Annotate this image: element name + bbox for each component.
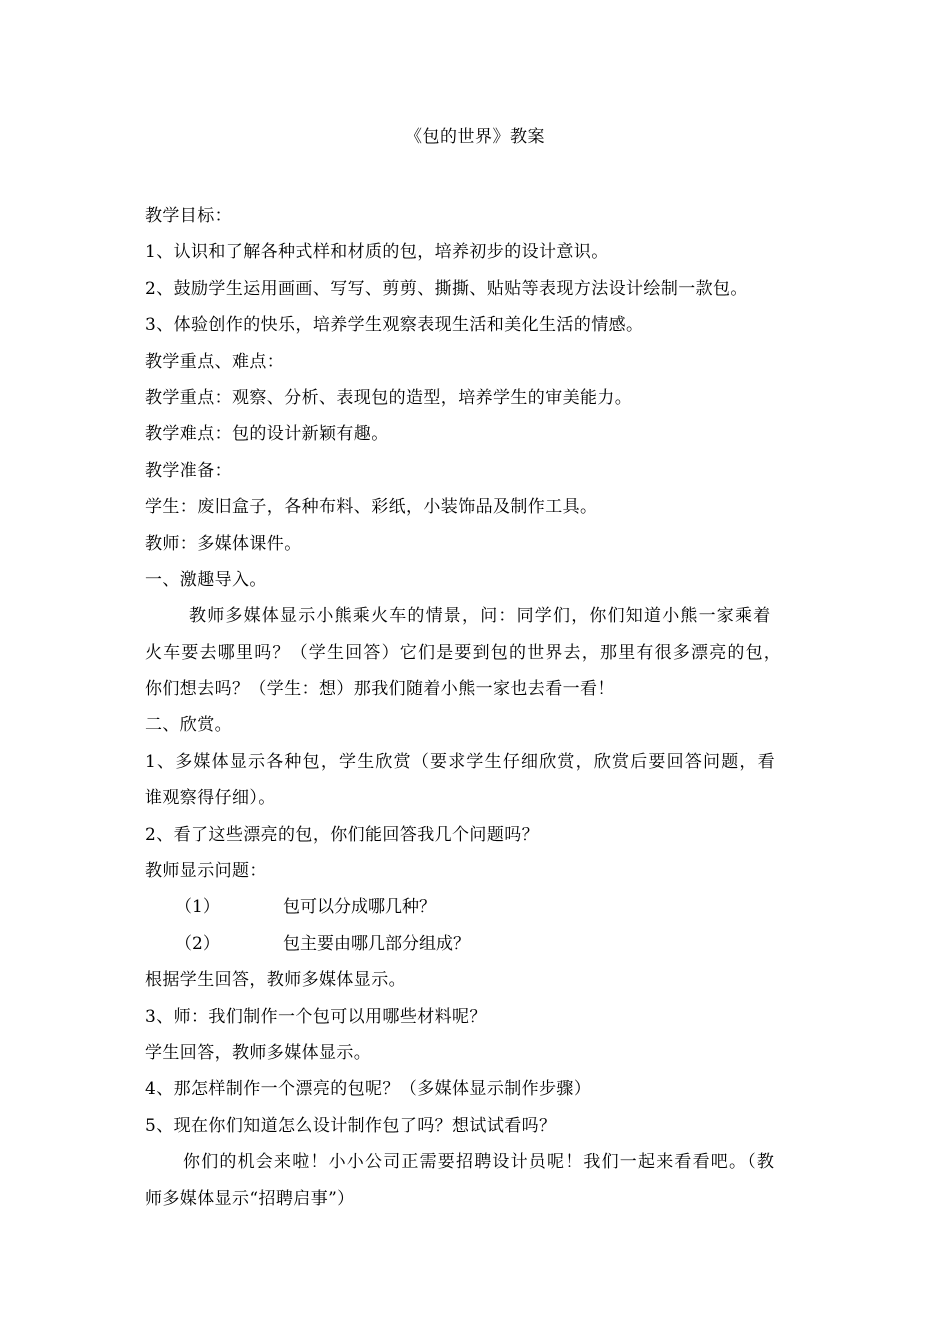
section-heading-appreciation: 二、欣赏。 [145, 715, 232, 736]
paragraph-line: 你们想去吗？（学生：想）那我们随着小熊一家也去看一看！ [145, 679, 615, 700]
question-text: 包可以分成哪几种？ [283, 897, 436, 918]
paragraph-line: 你们的机会来啦！小小公司正需要招聘设计员呢！我们一起来看看吧。（教 [183, 1152, 776, 1173]
paragraph-line: 1、多媒体显示各种包，学生欣赏（要求学生仔细欣赏，欣赏后要回答问题，看 [145, 751, 776, 772]
preparation-teacher: 教师：多媒体课件。 [145, 533, 302, 554]
section-heading-objectives: 教学目标： [145, 206, 232, 226]
objective-3: 3、体验创作的快乐，培养学生观察表现生活和美化生活的情感。 [145, 315, 644, 336]
section-heading-preparation: 教学准备： [145, 460, 232, 481]
question-number: （2） [175, 933, 220, 954]
objective-2: 2、鼓励学生运用画画、写写、剪剪、撕撕、贴贴等表现方法设计绘制一款包。 [145, 278, 748, 299]
paragraph-line: 谁观察得仔细）。 [145, 788, 276, 809]
key-point: 教学重点：观察、分析、表现包的造型，培养学生的审美能力。 [145, 387, 633, 408]
teacher-questions-heading: 教师显示问题： [145, 861, 267, 882]
document-title: 《包的世界》教案 [405, 127, 545, 147]
preparation-students: 学生：废旧盒子，各种布料、彩纸，小装饰品及制作工具。 [145, 497, 598, 518]
step-5: 5、现在你们知道怎么设计制作包了吗？想试试看吗？ [145, 1115, 557, 1136]
step-4: 4、那怎样制作一个漂亮的包呢？（多媒体显示制作步骤） [145, 1079, 592, 1100]
section-heading-key-points: 教学重点、难点： [145, 351, 285, 372]
paragraph-line: 火车要去哪里吗？（学生回答）它们是要到包的世界去，那里有很多漂亮的包， [145, 642, 782, 663]
paragraph-line: 学生回答，教师多媒体显示。 [145, 1042, 372, 1063]
difficult-point: 教学难点：包的设计新颖有趣。 [145, 424, 389, 445]
paragraph-line: 根据学生回答，教师多媒体显示。 [145, 970, 406, 991]
section-heading-introduction: 一、激趣导入。 [145, 569, 267, 590]
question-number: （1） [175, 897, 220, 918]
objective-1: 1、认识和了解各种式样和材质的包，培养初步的设计意识。 [145, 242, 609, 263]
question-2 [145, 926, 813, 962]
question-1 [145, 889, 813, 925]
paragraph-line: 师多媒体显示“招聘启事”） [145, 1188, 355, 1209]
document-body [145, 198, 813, 1217]
question-text: 包主要由哪几部分组成？ [283, 933, 470, 954]
step-2: 2、看了这些漂亮的包，你们能回答我几个问题吗？ [145, 824, 540, 845]
step-3: 3、师：我们制作一个包可以用哪些材料呢？ [145, 1006, 487, 1027]
paragraph-line: 教师多媒体显示小熊乘火车的情景，问：同学们，你们知道小熊一家乘着 [189, 606, 772, 627]
